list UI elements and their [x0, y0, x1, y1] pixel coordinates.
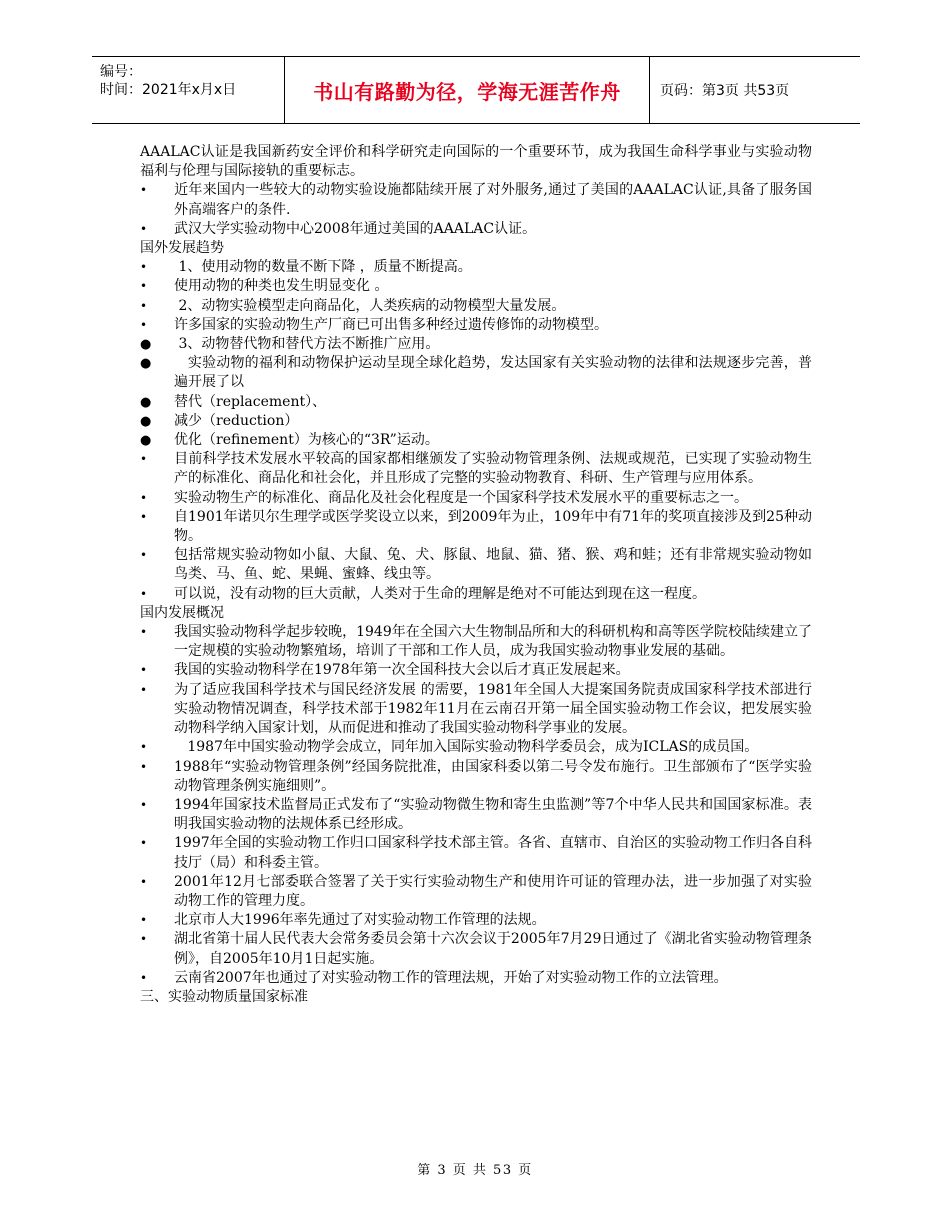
- bullet-dot-icon: •: [140, 663, 148, 678]
- bullet-dot-icon: •: [140, 509, 148, 524]
- paragraph-text: 2、动物实验模型走向商品化，人类疾病的动物模型大量发展。: [174, 297, 566, 314]
- paragraph-text: 1997年全国的实验动物工作归口国家科学技术部主管。各省、直辖市、自治区的实验动物工作归各自科技厅（局）和科委主管。: [174, 835, 812, 871]
- document-number-label: 编号：: [100, 64, 142, 80]
- paragraph-text: 3、动物替代物和替代方法不断推广应用。: [174, 336, 440, 353]
- document-time-label: 时间：2021年x月x日: [100, 82, 237, 98]
- bullet-dot-icon: •: [140, 759, 148, 774]
- bullet-paragraph: [140, 450, 812, 488]
- bullet-dot-icon: •: [140, 221, 148, 236]
- paragraph-text: 三、实验动物质量国家标准: [140, 988, 308, 1005]
- paragraph: [140, 143, 812, 181]
- page-footer: 第 3 页 共 53 页: [417, 1163, 533, 1178]
- bullet-dot-icon: •: [140, 874, 148, 889]
- bullet-paragraph: [140, 316, 812, 335]
- bullet-paragraph: [140, 969, 812, 988]
- paragraph-text: 国外发展趋势: [140, 240, 224, 257]
- bullet-paragraph: [140, 220, 812, 239]
- bullet-dot-icon: •: [140, 797, 148, 812]
- bullet-paragraph: [140, 277, 812, 296]
- paragraph-text: 我国实验动物科学起步较晚，1949年在全国六大生物制品所和大的科研机构和高等医学院校陆续建立了一定规模的实验动物繁殖场，培训了干部和工作人员，成为我国实验动物事业发展的基础。: [174, 624, 812, 660]
- bullet-paragraph: [140, 297, 812, 316]
- bullet-disc-icon: ●: [140, 413, 152, 429]
- bullet-paragraph: [140, 930, 812, 968]
- bullet-paragraph: [140, 258, 812, 277]
- paragraph-text: 实验动物的福利和动物保护运动呈现全球化趋势，发达国家有关实验动物的法律和法规逐步完善，普遍开展了以: [174, 355, 812, 391]
- paragraph-text: 武汉大学实验动物中心2008年通过美国的AAALAC认证。: [174, 220, 537, 237]
- bullet-paragraph: [140, 873, 812, 911]
- bullet-dot-icon: •: [140, 183, 148, 198]
- bullet-disc-icon: ●: [140, 394, 152, 410]
- paragraph-text: 云南省2007年也通过了对实验动物工作的管理法规，开始了对实验动物工作的立法管理。: [174, 969, 728, 986]
- bullet-paragraph: [140, 393, 812, 412]
- paragraph-text: 我国的实验动物科学在1978年第一次全国科技大会以后才真正发展起来。: [174, 662, 630, 679]
- bullet-paragraph: [140, 834, 812, 872]
- bullet-paragraph: [140, 546, 812, 584]
- paragraph-text: 1994年国家技术监督局正式发布了“实验动物微生物和寄生虫监测”等7个中华人民共和国国家标准。表明我国实验动物的法规体系已经形成。: [174, 796, 812, 833]
- paragraph-text: 自1901年诺贝尔生理学或医学奖设立以来，到2009年为止，109年中有71年的奖项直接涉及到25种动物。: [174, 508, 812, 545]
- bullet-paragraph: [140, 585, 812, 604]
- bullet-dot-icon: •: [140, 740, 148, 755]
- paragraph-text: 使用动物的种类也发生明显变化 。: [174, 278, 389, 295]
- bullet-dot-icon: •: [140, 490, 148, 505]
- bullet-dot-icon: •: [140, 586, 148, 601]
- bullet-dot-icon: •: [140, 682, 148, 697]
- bullet-dot-icon: •: [140, 836, 148, 851]
- bullet-paragraph: [140, 354, 812, 392]
- bullet-dot-icon: •: [140, 970, 148, 985]
- header-motto: 书山有路勤为径，学海无涯苦作舟: [313, 79, 621, 104]
- bullet-paragraph: [140, 681, 812, 739]
- bullet-paragraph: [140, 181, 812, 219]
- bullet-paragraph: [140, 508, 812, 546]
- page-header: [92, 56, 860, 124]
- paragraph-text: 1、使用动物的数量不断下降 ，质量不断提高。: [174, 259, 472, 276]
- paragraph-text: 优化（refinement）为核心的“3R”运动。: [174, 432, 439, 449]
- bullet-paragraph: [140, 911, 812, 930]
- bullet-paragraph: [140, 412, 812, 431]
- bullet-dot-icon: •: [140, 298, 148, 313]
- paragraph-text: 包括常规实验动物如小鼠、大鼠、兔、犬、豚鼠、地鼠、猫、猪、猴、鸡和蛙；还有非常规实验动物如鸟类、马、鱼、蛇、果蝇、蜜蜂、线虫等。: [174, 547, 812, 583]
- bullet-dot-icon: •: [140, 932, 148, 947]
- bullet-dot-icon: •: [140, 260, 148, 275]
- paragraph-text: 湖北省第十届人民代表大会常务委员会第十六次会议于2005年7月29日通过了《湖北省实验动物管理条例》，自2005年10月1日起实施。: [174, 931, 812, 967]
- paragraph-text: 国内发展概况: [140, 604, 224, 621]
- paragraph-text: 替代（replacement）、: [174, 393, 327, 410]
- paragraph-text: 近年来国内一些较大的动物实验设施都陆续开展了对外服务,通过了美国的AAALAC认证,具备了服务国外高端客户的条件.: [174, 182, 812, 218]
- paragraph-text: 为了适应我国科学技术与国民经济发展 的需要，1981年全国人大提案国务院责成国家科学技术部进行实验动物情况调查，科学技术部于1982年11月在云南召开第一届全国实验动物工作会议，把发展实验动物科学纳入国家计划，从而促进和推动了我国实验动物科学事业的发展。: [174, 681, 812, 737]
- bullet-dot-icon: •: [140, 279, 148, 294]
- bullet-dot-icon: •: [140, 625, 148, 640]
- header-meta-cell: [92, 57, 285, 123]
- bullet-paragraph: [140, 335, 812, 354]
- bullet-dot-icon: •: [140, 452, 148, 467]
- paragraph: [140, 988, 812, 1007]
- paragraph-text: 1988年“实验动物管理条例”经国务院批准，由国家科委以第二号令发布施行。卫生部颁布了“医学实验动物管理条例实施细则”。: [174, 758, 812, 794]
- header-page-cell: [650, 57, 860, 123]
- paragraph-text: 实验动物生产的标准化、商品化及社会化程度是一个国家科学技术发展水平的重要标志之一。: [174, 489, 748, 506]
- paragraph-text: 目前科学技术发展水平较高的国家都相继颁发了实验动物管理条例、法规或规范，已实现了实验动物生产的标准化、商品化和社会化，并且形成了完整的实验动物教育、科研、生产管理与应用体系。: [174, 451, 812, 487]
- bullet-paragraph: [140, 796, 812, 834]
- bullet-disc-icon: ●: [140, 337, 152, 353]
- document-body: [140, 143, 812, 1007]
- bullet-paragraph: [140, 738, 812, 757]
- bullet-dot-icon: •: [140, 317, 148, 332]
- paragraph-text: 许多国家的实验动物生产厂商已可出售多种经过遗传修饰的动物模型。: [174, 316, 608, 333]
- bullet-disc-icon: ●: [140, 356, 152, 372]
- paragraph-text: 减少（reduction）: [174, 412, 299, 429]
- paragraph-text: 可以说，没有动物的巨大贡献，人类对于生命的理解是绝对不可能达到现在这一程度。: [174, 585, 706, 602]
- bullet-paragraph: [140, 623, 812, 661]
- header-motto-cell: [285, 57, 650, 123]
- bullet-paragraph: [140, 758, 812, 796]
- paragraph-text: 1987年中国实验动物学会成立，同年加入国际实验动物科学委员会，成为ICLAS的成员国。: [174, 739, 759, 756]
- bullet-paragraph: [140, 431, 812, 450]
- bullet-paragraph: [140, 489, 812, 508]
- bullet-paragraph: [140, 661, 812, 680]
- paragraph-text: 2001年12月七部委联合签署了关于实行实验动物生产和使用许可证的管理办法，进一步加强了对实验动物工作的管理力度。: [174, 873, 812, 909]
- paragraph: [140, 239, 812, 258]
- bullet-disc-icon: ●: [140, 433, 152, 449]
- header-page-label: 页码：第3页 共53页: [660, 83, 790, 99]
- paragraph: [140, 604, 812, 623]
- bullet-dot-icon: •: [140, 913, 148, 928]
- paragraph-text: 北京市人大1996年率先通过了对实验动物工作管理的法规。: [174, 912, 546, 929]
- paragraph-text: AAALAC认证是我国新药安全评价和科学研究走向国际的一个重要环节，成为我国生命科学事业与实验动物福利与伦理与国际接轨的重要标志。: [140, 144, 812, 180]
- bullet-dot-icon: •: [140, 548, 148, 563]
